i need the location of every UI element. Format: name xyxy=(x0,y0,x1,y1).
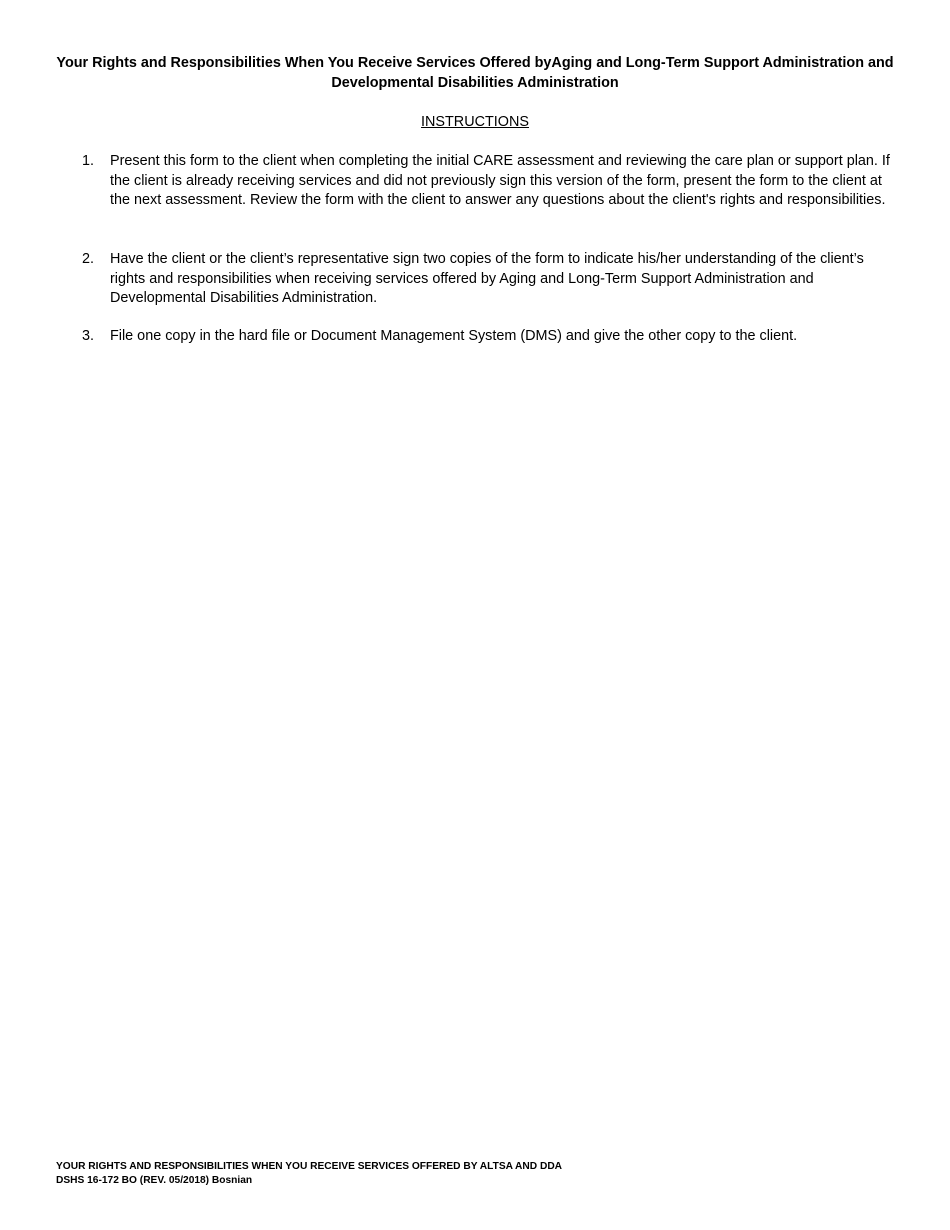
instruction-text: Present this form to the client when completing the initial CARE assessment and reviewing the care plan or support plan. If the client is already receiving services and did not previously sign this version of the form, present the form to the client at the next assessment. Review the form with the client to answer any questions about the client's rights and responsibilities. xyxy=(110,153,890,208)
footer-form-number: DSHS 16-172 BO (REV. 05/2018) Bosnian xyxy=(56,1174,253,1186)
footer-form-title: YOUR RIGHTS AND RESPONSIBILITIES WHEN YOU RECEIVE SERVICES OFFERED BY ALTSA AND DDA xyxy=(56,1161,563,1172)
instruction-text: Have the client or the client’s representative sign two copies of the form to indicate his/her understanding of the client’s rights and responsibilities when receiving services offered by Aging and Long-Term Support Administration and Developmental Disabilities Administration. xyxy=(110,251,864,306)
instructions-heading: INSTRUCTIONS xyxy=(421,114,529,130)
instruction-number: 2. xyxy=(82,251,95,267)
instruction-number: 1. xyxy=(82,153,95,169)
page-title: Your Rights and Responsibilities When You Receive Services Offered byAging and Long-Term Support Administration and Developmental Disabilities Administration xyxy=(56,55,894,91)
form-footer xyxy=(56,1160,562,1187)
instruction-number: 3. xyxy=(82,328,95,344)
instruction-text: File one copy in the hard file or Document Management System (DMS) and give the other copy to the client. xyxy=(110,328,798,344)
